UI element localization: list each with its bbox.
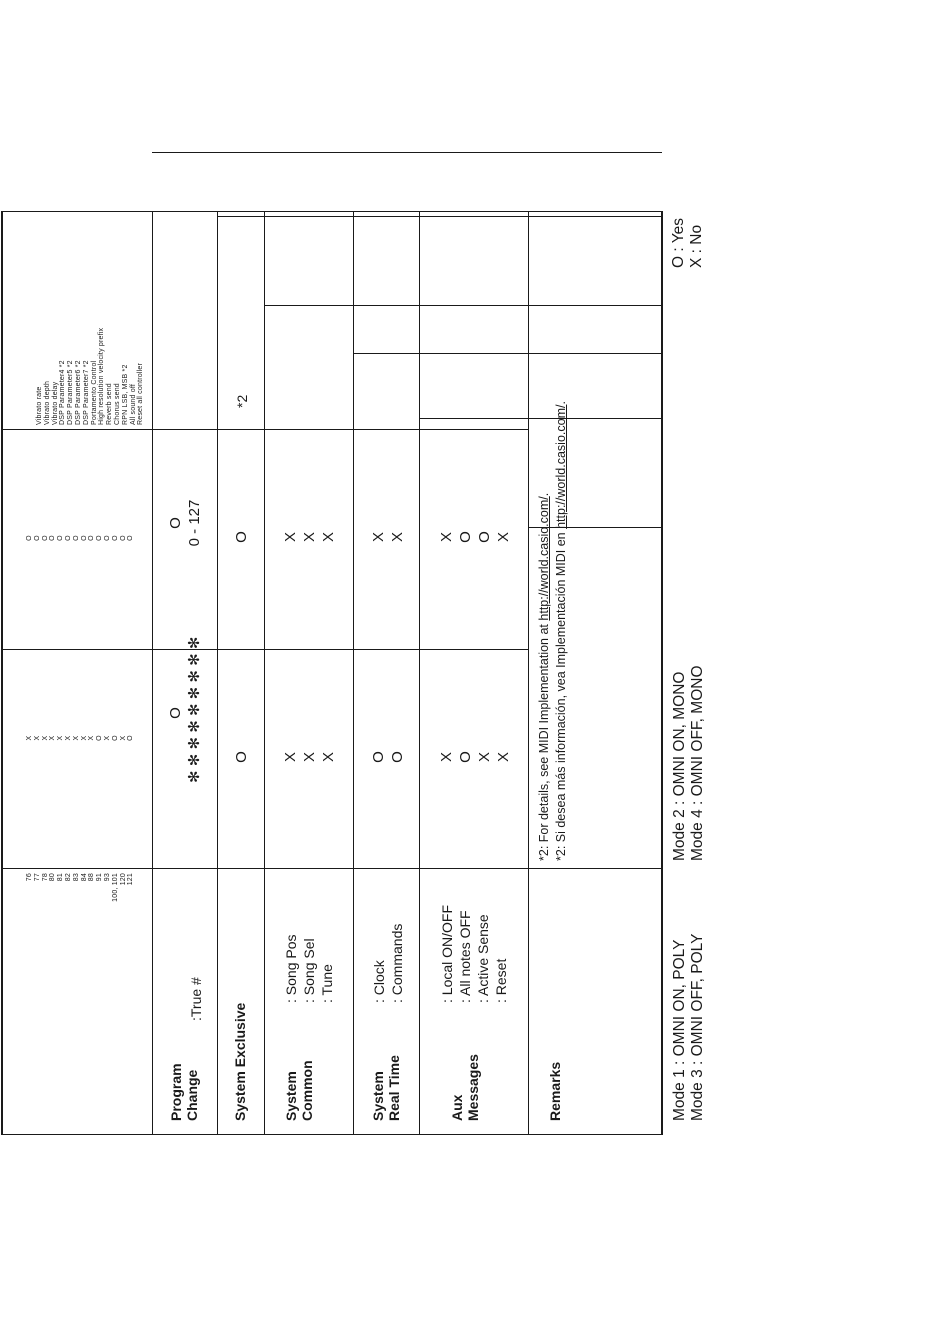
row-divider-system-exclusive xyxy=(217,211,218,1135)
system-common-transmitted-value: X xyxy=(282,752,299,763)
system-common-recognized-value: X xyxy=(320,532,337,543)
controller-recognized-value: O xyxy=(41,535,49,541)
controller-remark: Vibrato delay xyxy=(51,381,59,425)
controller-transmitted-list xyxy=(26,728,135,748)
row-divider-system-realtime xyxy=(353,211,354,1135)
system-common-label-line2: Common xyxy=(299,1060,315,1121)
controller-number: 121 xyxy=(127,873,135,886)
controller-transmitted-value: O xyxy=(111,735,119,741)
controller-recognized-value: O xyxy=(88,535,96,541)
system-common-recognized-value: X xyxy=(301,532,318,543)
system-realtime-transmitted-value: O xyxy=(389,751,406,763)
aux-messages-sub: : Reset xyxy=(493,958,509,1003)
controller-recognized-value: O xyxy=(72,535,80,541)
program-change-recognized xyxy=(166,453,204,593)
controller-transmitted-value: X xyxy=(33,735,41,741)
program-change-label xyxy=(168,1063,200,1121)
controller-number: 83 xyxy=(72,873,80,882)
system-common-label xyxy=(283,1060,315,1121)
controller-number: 82 xyxy=(64,873,72,882)
row-divider-program-change xyxy=(152,211,153,1135)
row-divider-aux xyxy=(419,211,420,1135)
remarks-note-spanish-text: *2: Si desea más información, vea Implementación MIDI en xyxy=(554,528,568,861)
controller-transmitted-value: X xyxy=(119,735,127,741)
controller-recognized-value: O xyxy=(64,535,72,541)
remarks-note-spanish-suffix: . xyxy=(554,401,568,405)
controller-remark: All sound off xyxy=(129,384,137,425)
controller-transmitted-value: X xyxy=(57,735,65,741)
system-realtime-subs xyxy=(370,924,406,1003)
aux-messages-label-line1: Aux xyxy=(449,1094,465,1121)
column-divider-transmitted xyxy=(1,649,529,650)
aux-messages-recognized-value: O xyxy=(476,531,493,543)
legend-no: X : No xyxy=(688,224,705,268)
controller-number: 120 xyxy=(119,873,127,886)
system-realtime-label xyxy=(370,1055,402,1121)
aux-messages-transmitted-value: O xyxy=(457,751,474,763)
column-divider-function xyxy=(1,868,662,869)
controller-remark: DSP Parameter4 *2 xyxy=(59,360,67,425)
controller-recognized-value: O xyxy=(103,535,111,541)
system-common-transmitted-value: X xyxy=(320,752,337,763)
controller-recognized-list xyxy=(26,528,135,548)
controller-recognized-value: O xyxy=(57,535,65,541)
system-common-transmitted-value: X xyxy=(301,752,318,763)
aux-messages-recognized-value: O xyxy=(457,531,474,543)
table-bottom-border xyxy=(661,211,663,1135)
system-common-recognized xyxy=(281,527,338,547)
system-realtime-transmitted-value: O xyxy=(370,751,387,763)
row-separator xyxy=(419,418,662,419)
remarks-note-english-text: *2: For details, see MIDI Implementation at xyxy=(537,620,551,861)
casio-link-spanish[interactable]: http://world.casio.com/ xyxy=(554,404,568,529)
controller-transmitted-value: X xyxy=(64,735,72,741)
aux-messages-label xyxy=(449,1054,481,1121)
controller-recognized-value: O xyxy=(127,535,135,541)
controller-number-list xyxy=(26,873,135,923)
system-realtime-sub: : Clock xyxy=(371,960,387,1003)
controller-number: 84 xyxy=(80,873,88,882)
aux-messages-sub: : Local ON/OFF xyxy=(439,904,455,1003)
controller-transmitted-value: X xyxy=(103,735,111,741)
program-change-label-line2: Change xyxy=(184,1069,200,1121)
row-divider-system-common xyxy=(264,211,265,1135)
controller-number: 76 xyxy=(26,873,33,882)
row-separator xyxy=(353,353,662,354)
mode-2: Mode 2 : OMNI ON, MONO xyxy=(671,671,688,861)
row-separator xyxy=(217,216,662,217)
controller-transmitted-value: O xyxy=(96,735,104,741)
aux-messages-transmitted-value: X xyxy=(476,752,493,763)
column-divider-recognized xyxy=(1,429,529,430)
aux-messages-transmitted xyxy=(437,747,513,767)
remarks-label: Remarks xyxy=(547,1061,563,1121)
row-divider-remarks xyxy=(528,211,529,1135)
controller-transmitted-value: X xyxy=(80,735,88,741)
controller-transmitted-value: X xyxy=(88,735,96,741)
mode-1: Mode 1 : OMNI ON, POLY xyxy=(671,939,688,1121)
system-realtime-label-line1: System xyxy=(370,1071,386,1121)
table-top-border xyxy=(1,211,3,1135)
controller-recognized-value: O xyxy=(49,535,57,541)
system-exclusive-remarks: *2 xyxy=(234,394,250,408)
controller-transmitted-value: X xyxy=(72,735,80,741)
system-common-sub: : Tune xyxy=(319,964,335,1003)
system-realtime-recognized xyxy=(369,527,407,547)
controller-number: 80 xyxy=(49,873,57,882)
remarks-note-english-suffix: . xyxy=(537,492,551,497)
controller-transmitted-value: X xyxy=(26,735,33,741)
system-common-sub: : Song Pos xyxy=(283,934,299,1003)
controller-remark: RPN LSB, MSB *2 xyxy=(121,364,129,425)
controller-transmitted-value: O xyxy=(127,735,135,741)
system-exclusive-recognized: O xyxy=(233,531,250,543)
controller-recognized-value: O xyxy=(33,535,41,541)
aux-messages-recognized-value: X xyxy=(495,532,512,543)
table-right-border xyxy=(1,211,663,212)
aux-messages-recognized xyxy=(437,527,513,547)
system-common-subs xyxy=(282,935,336,1004)
system-realtime-recognized-value: X xyxy=(389,532,406,543)
controller-recognized-value: O xyxy=(96,535,104,541)
controller-remark: DSP Parameter5 *2 xyxy=(67,360,75,425)
controller-remark: Vibrato rate xyxy=(36,386,43,425)
legend-yes: O : Yes xyxy=(670,218,687,268)
system-realtime-sub: : Commands xyxy=(389,923,405,1003)
program-change-transmitted-value: O xyxy=(167,707,184,719)
controller-remark: Reverb send xyxy=(106,383,114,425)
controller-remark: Portamento Control xyxy=(90,360,98,425)
controller-number: 77 xyxy=(33,873,41,882)
aux-messages-transmitted-value: X xyxy=(438,752,455,763)
program-change-true-label: :True # xyxy=(188,977,204,1021)
aux-messages-sub: : All notes OFF xyxy=(457,910,473,1003)
controller-transmitted-value: X xyxy=(41,735,49,741)
program-change-label-line1: Program xyxy=(168,1063,184,1121)
controller-transmitted-value: X xyxy=(49,735,57,741)
controller-remark: Vibrato depth xyxy=(43,380,51,425)
system-common-recognized-value: X xyxy=(282,532,299,543)
controller-number: 100, 101 xyxy=(111,873,119,902)
controller-recognized-value: O xyxy=(26,535,33,541)
aux-messages-transmitted-value: X xyxy=(495,752,512,763)
aux-messages-label-line2: Messages xyxy=(465,1054,481,1121)
controller-number: 93 xyxy=(103,873,111,882)
table-left-border xyxy=(1,1134,663,1135)
mode-4: Mode 4 : OMNI OFF, MONO xyxy=(689,665,706,861)
row-separator xyxy=(152,152,662,153)
system-common-sub: : Song Sel xyxy=(301,938,317,1003)
controller-number: 91 xyxy=(96,873,104,882)
controller-number: 78 xyxy=(41,873,49,882)
system-realtime-label-line2: Real Time xyxy=(386,1055,402,1121)
system-realtime-transmitted xyxy=(369,747,407,767)
controller-remark: Chorus send xyxy=(113,383,121,425)
system-exclusive-transmitted: O xyxy=(233,751,250,763)
program-change-transmitted xyxy=(166,636,204,783)
remarks-note-spanish xyxy=(553,401,569,861)
casio-link-english[interactable]: http://world.casio.com/ xyxy=(537,496,551,621)
program-change-recognized-value: O xyxy=(167,517,184,529)
controller-remarks-list xyxy=(36,328,145,425)
mode-3: Mode 3 : OMNI OFF, POLY xyxy=(689,933,706,1121)
system-common-label-line1: System xyxy=(283,1071,299,1121)
controller-recognized-value: O xyxy=(80,535,88,541)
system-exclusive-label: System Exclusive xyxy=(232,1002,248,1121)
aux-messages-subs xyxy=(438,905,510,1003)
controller-remark: High resolution velocity prefix xyxy=(98,327,106,425)
controller-remark: DSP Parameter7 *2 xyxy=(82,360,90,425)
aux-messages-recognized-value: X xyxy=(438,532,455,543)
system-realtime-recognized-value: X xyxy=(370,532,387,543)
controller-number: 81 xyxy=(57,873,65,882)
remarks-note-english xyxy=(536,493,552,861)
aux-messages-sub: : Active Sense xyxy=(475,914,491,1003)
controller-remark: DSP Parameter6 *2 xyxy=(74,360,82,425)
row-separator xyxy=(264,305,662,306)
program-change-transmitted-true: ✻ ✻ ✻ ✻ ✻ ✻ ✻ ✻ ✻ xyxy=(186,636,203,783)
system-common-transmitted xyxy=(281,747,338,767)
controller-recognized-value: O xyxy=(119,535,127,541)
controller-remark: Reset all controller xyxy=(137,363,145,425)
program-change-recognized-true: 0 - 127 xyxy=(186,499,203,547)
controller-recognized-value: O xyxy=(111,535,119,541)
controller-number: 88 xyxy=(88,873,96,882)
